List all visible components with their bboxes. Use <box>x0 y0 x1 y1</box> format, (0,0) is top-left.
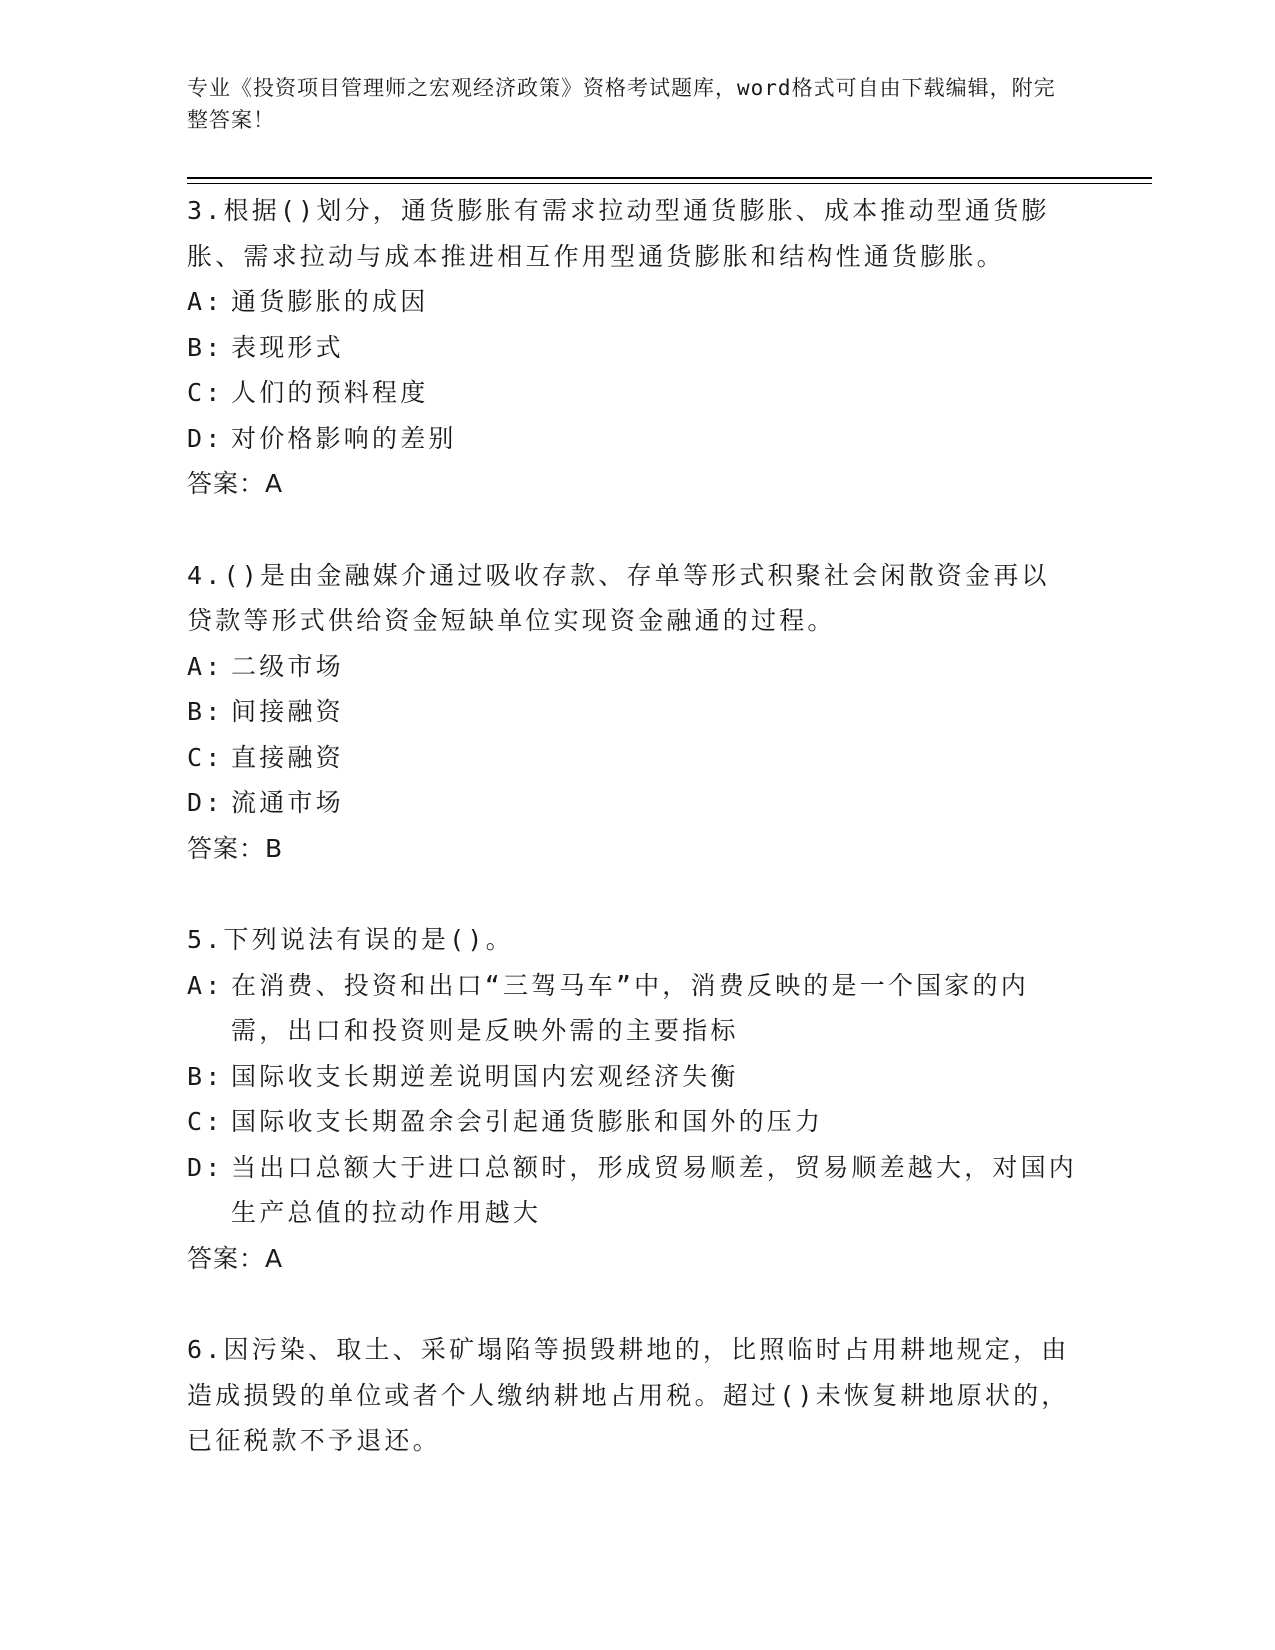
question-3 <box>187 188 1077 507</box>
header-divider-thick <box>187 177 1152 179</box>
option-letter: A: <box>187 287 224 316</box>
option-d <box>187 1145 1077 1236</box>
answer-line: 答案：A <box>187 1243 284 1273</box>
question-stem: 6.因污染、取土、采矿塌陷等损毁耕地的，比照临时占用耕地规定，由造成损毁的单位或者个人缴纳耕地占用税。超过()未恢复耕地原状的，已征税款不予退还。 <box>187 1335 1070 1455</box>
option-text: 当出口总额大于进口总额时，形成贸易顺差，贸易顺差越大，对国内生产总值的拉动作用越大 <box>231 1152 1078 1227</box>
option-text: 对价格影响的差别 <box>231 423 457 453</box>
question-4 <box>187 553 1077 872</box>
question-list <box>187 188 1077 1510</box>
option-letter: B: <box>187 697 224 726</box>
option-letter: A: <box>187 970 224 1000</box>
option-letter: C: <box>187 378 224 407</box>
answer-line: 答案：A <box>187 469 284 498</box>
option-text: 流通市场 <box>231 788 344 817</box>
option-c <box>187 735 1077 781</box>
question-stem: 3.根据()划分，通货膨胀有需求拉动型通货膨胀、成本推动型通货膨胀、需求拉动与成本推进相互作用型通货膨胀和结构性通货膨胀。 <box>187 196 1050 271</box>
option-text: 通货膨胀的成因 <box>231 287 429 316</box>
option-letter: D: <box>187 1152 224 1182</box>
option-letter: D: <box>187 423 224 453</box>
option-text: 间接融资 <box>231 697 344 726</box>
header-divider-thin <box>187 183 1152 184</box>
option-letter: C: <box>187 1107 224 1136</box>
option-b <box>187 689 1077 735</box>
option-d <box>187 416 1077 462</box>
option-text: 二级市场 <box>231 651 344 681</box>
option-a <box>187 644 1077 690</box>
option-letter: D: <box>187 788 224 817</box>
answer-line: 答案：B <box>187 833 284 863</box>
option-letter: C: <box>187 742 224 772</box>
option-letter: B: <box>187 1061 224 1091</box>
option-b <box>187 325 1077 371</box>
question-stem: 4.()是由金融媒介通过吸收存款、存单等形式积聚社会闲散资金再以贷款等形式供给资金短缺单位实现资金融通的过程。 <box>187 560 1050 635</box>
option-text: 直接融资 <box>231 742 344 772</box>
option-letter: B: <box>187 332 224 362</box>
option-text: 表现形式 <box>231 332 344 362</box>
question-stem: 5.下列说法有误的是()。 <box>187 925 514 954</box>
option-text: 国际收支长期逆差说明国内宏观经济失衡 <box>231 1061 739 1091</box>
option-d <box>187 780 1077 826</box>
document-header: 专业《投资项目管理师之宏观经济政策》资格考试题库，word格式可自由下载编辑，附完整答案！ <box>187 76 1056 132</box>
option-c <box>187 370 1077 416</box>
option-a <box>187 963 1077 1054</box>
option-text: 国际收支长期盈余会引起通货膨胀和国外的压力 <box>231 1107 824 1136</box>
option-letter: A: <box>187 651 224 681</box>
option-c <box>187 1099 1077 1145</box>
option-text: 在消费、投资和出口“三驾马车”中，消费反映的是一个国家的内需，出口和投资则是反映外需的主要指标 <box>231 970 1029 1045</box>
option-a <box>187 279 1077 325</box>
option-b <box>187 1054 1077 1100</box>
option-text: 人们的预料程度 <box>231 378 429 407</box>
question-6 <box>187 1327 1077 1464</box>
question-5 <box>187 917 1077 1281</box>
